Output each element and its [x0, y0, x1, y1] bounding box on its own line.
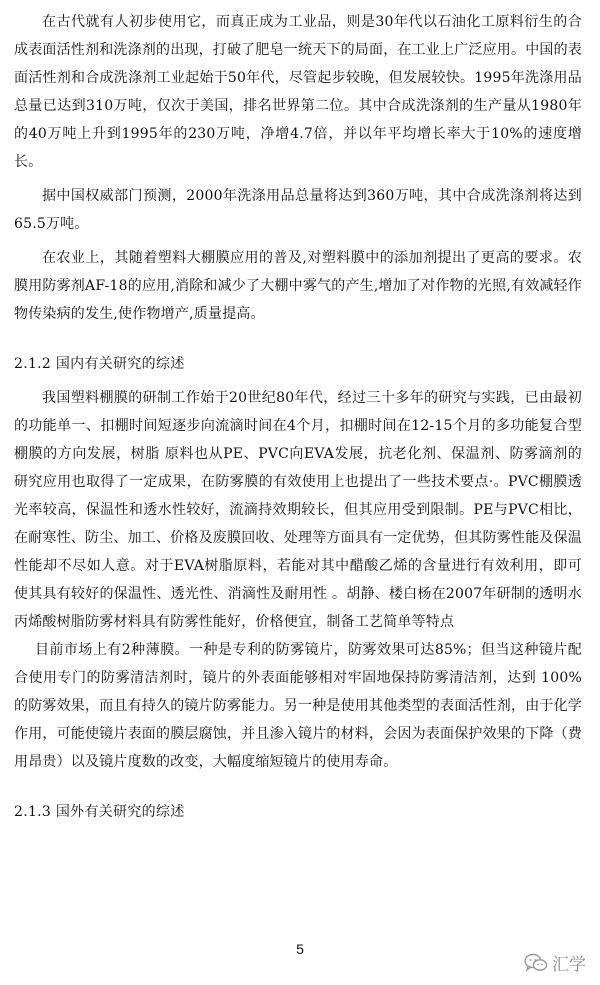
section-heading-domestic-research: 2.1.2 国内有关研究的综述: [14, 356, 185, 372]
watermark: [524, 950, 586, 975]
wechat-icon: [524, 953, 548, 973]
watermark-text: 汇学: [552, 955, 586, 975]
paragraph-surfactant-history: 在古代就有人初步使用它，而真正成为工业品，则是30年代以石油化工原料衍生的合成表面活性剂和洗涤剂的出现，打破了肥皂一统天下的局面，在工业上广泛应用。中国的表面活性剂和合成洗涤剂工业起始于50年代，尽管起步较晚，但发展较快。1995年洗涤用品总量已达到310万吨，仅次于美国，排名世界第二位。其中合成洗涤剂的生产量从1980年的40万吨上升到1995年的230万吨，净增4.7倍，并以年平均增长率大于10%的速度增长。: [14, 14, 582, 170]
section-heading-foreign-research: 2.1.3 国外有关研究的综述: [14, 804, 185, 820]
page-number: 5: [296, 941, 304, 957]
paragraph-agriculture-film: 在农业上，其随着塑料大棚膜应用的普及,对塑料膜中的添加剂提出了更高的要求。农膜用防雾剂AF-18的应用,消除和减少了大棚中雾气的产生,增加了对作物的光照,有效减轻作物传染病的发生,使作物增产,质量提高。: [14, 250, 582, 322]
paragraph-antifog-lens-market: 目前市场上有2种薄膜。一种是专利的防雾镜片，防雾效果可达85%；但当这种镜片配合使用专门的防雾清洁剂时，镜片的外表面能够相对牢固地保持防雾清洁剂，达到 100%的防雾效果，而且有持久的镜片防雾能力。另一种是使用其他类型的表面活性剂，由于化学作用，可能使镜片表面的膜层腐蚀，并且渗入镜片的材料，会因为表面保护效果的下降（费用昂贵）以及镜片度数的改变，大幅度缩短镜片的使用寿命。: [14, 642, 582, 770]
paragraph-forecast-2000: 据中国权威部门预测，2000年洗涤用品总量将达到360万吨，其中合成洗涤剂将达到65.5万吨。: [14, 188, 582, 232]
paragraph-domestic-film-research: 我国塑料棚膜的研制工作始于20世纪80年代，经过三十多年的研究与实践，已由最初的功能单一、扣棚时间短逐步向流滴时间在4个月，扣棚时间在12-15个月的多功能复合型棚膜的方向发展，树脂 原料也从PE、PVC向EVA发展，抗老化剂、保温剂、防雾滴剂的研究应用也取得了一定成果，在防雾膜的有效使用上也提出了一些技术要点·。PVC棚膜透光率较高，保温性和透水性较好，流滴持效期较长，但其应用受到限制。PE与PVC相比，在耐寒性、防尘、加工、价格及废膜回收、处理等方面具有一定优势，但其防雾性能及保温性能却不尽如人意。对于EVA树脂原料，若能对其中醋酸乙烯的含量进行有效利用，即可使其具有较好的保温性、透光性、消滴性及耐用性 。胡静、楼白杨在2007年研制的透明水丙烯酸树脂防雾材料具有防雾性能好，价格便宜，制备工艺简单等特点: [14, 390, 582, 630]
